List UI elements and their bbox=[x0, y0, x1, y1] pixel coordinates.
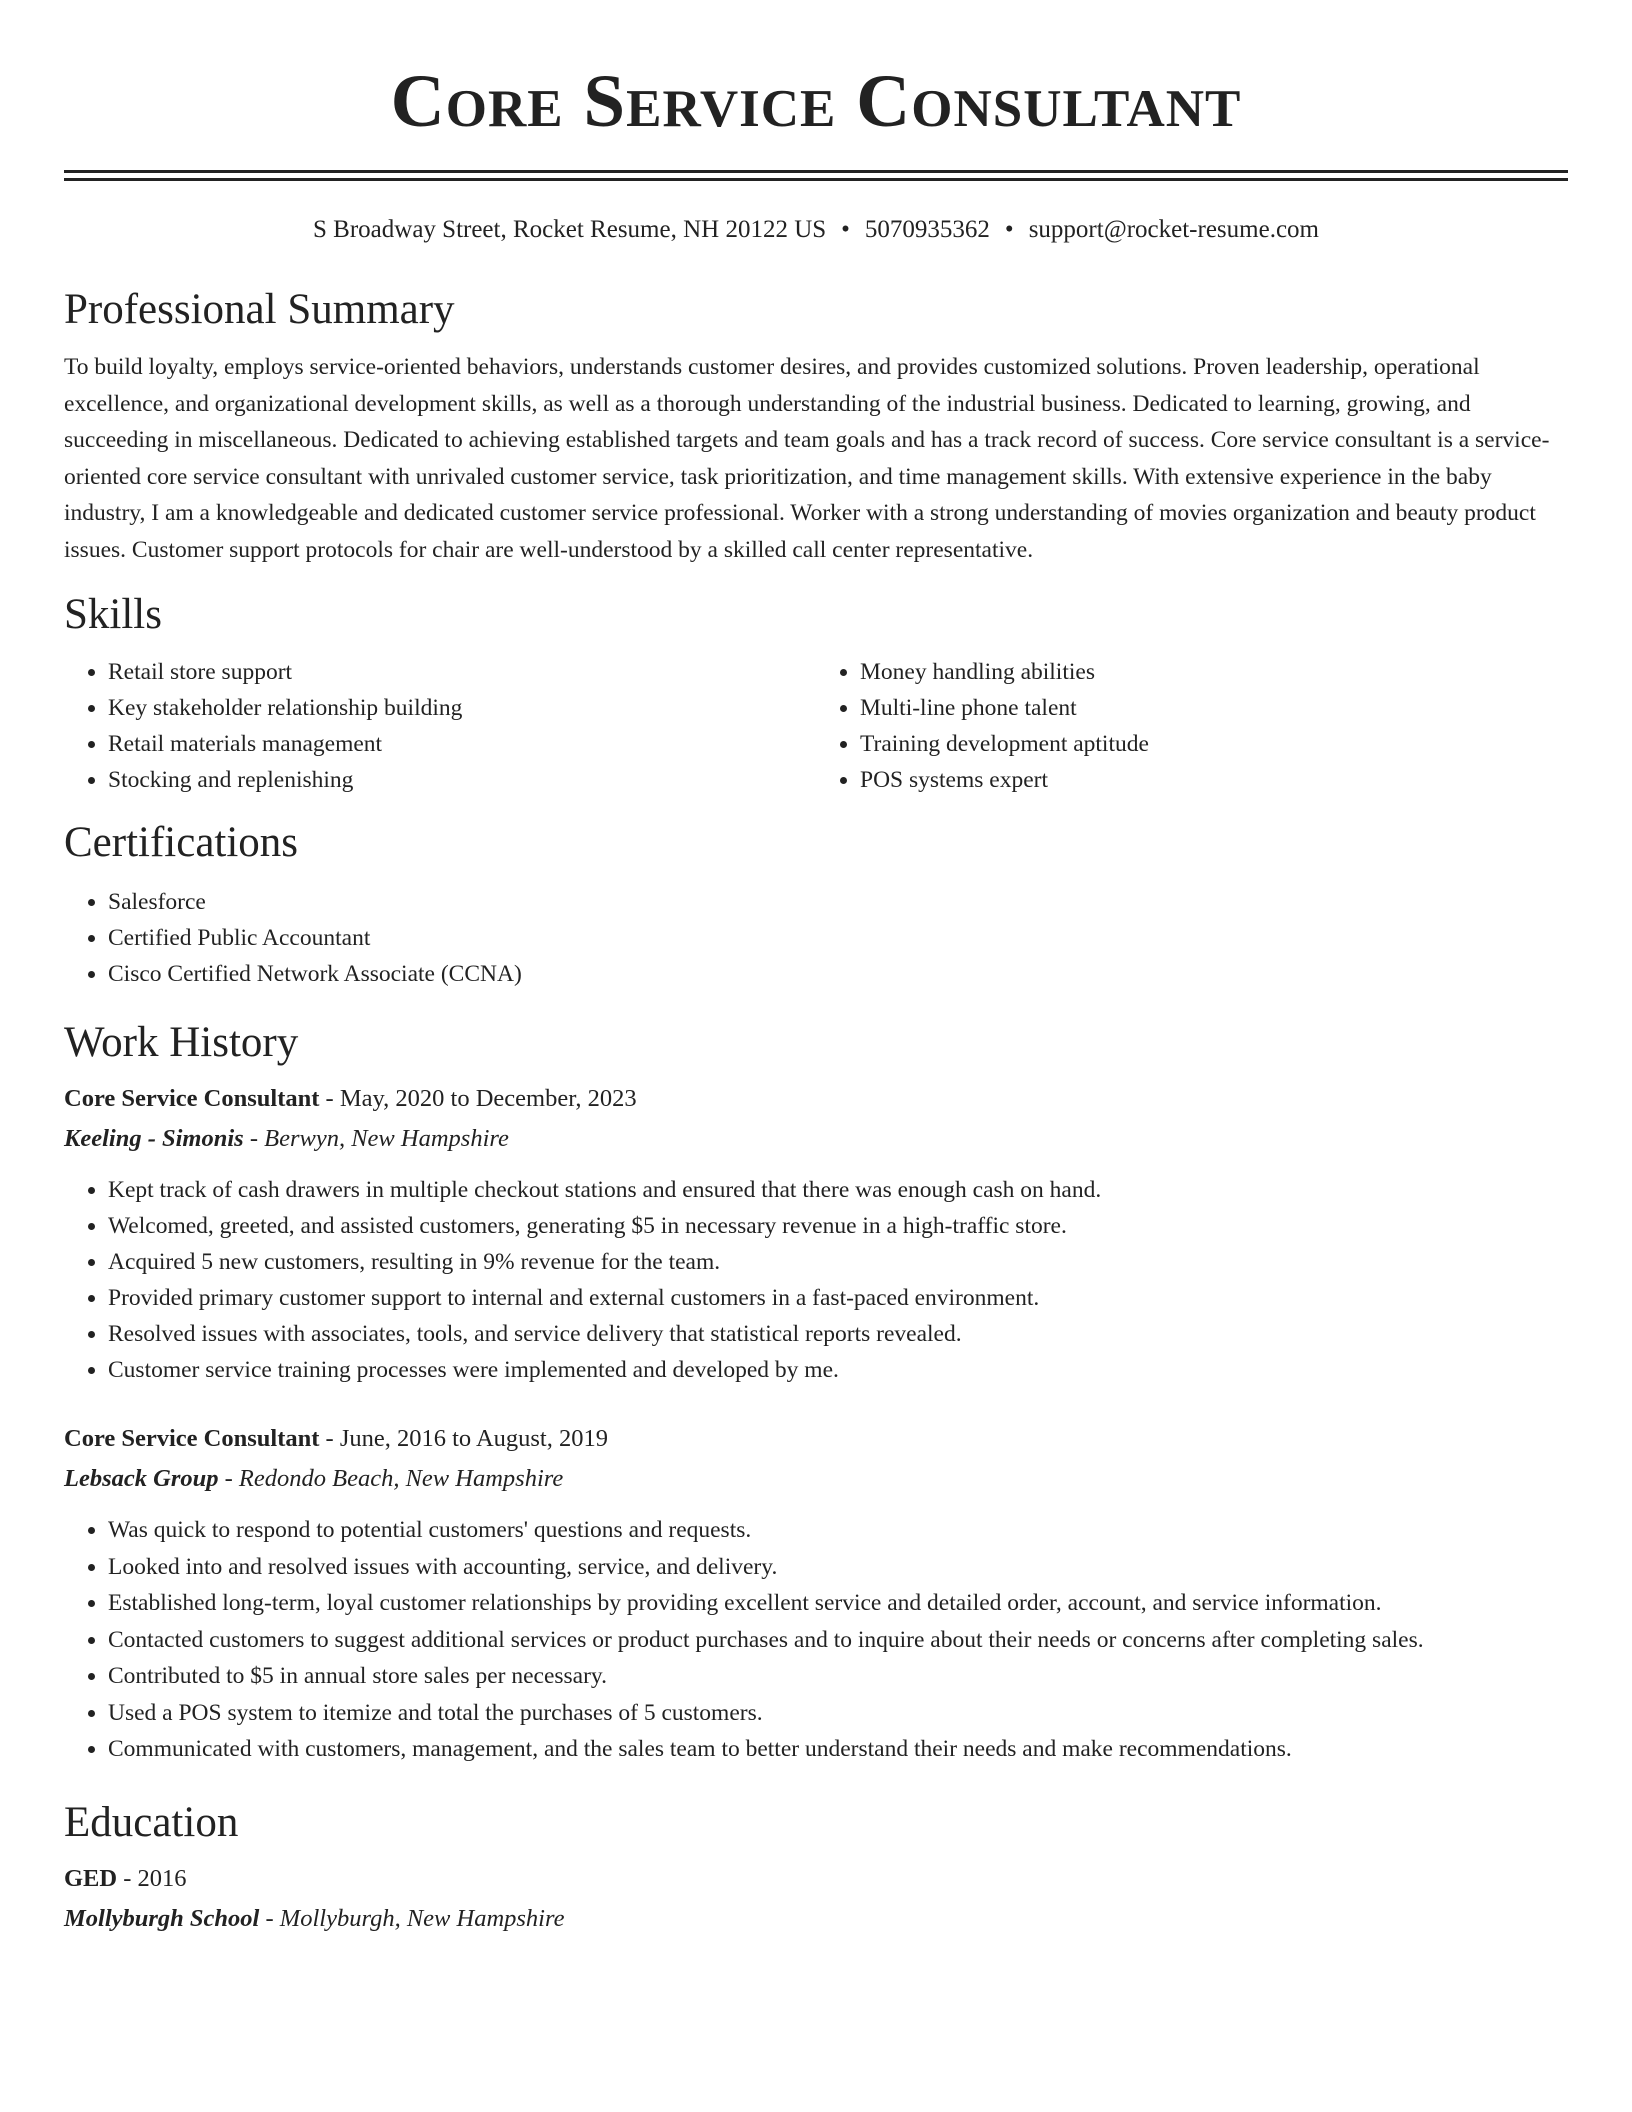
skill-item: • Retail materials management bbox=[108, 726, 816, 762]
job-bullet: • Established long-term, loyal customer relationships by providing excellent service and detailed order, account, and service information. bbox=[108, 1585, 1568, 1622]
dash: - bbox=[319, 1085, 340, 1112]
summary-text: To build loyalty, employs service-oriented behaviors, understands customer desires, and provides customized solutions. Proven leadership, operational excellence, and organizational development skills, as well as a thorough understanding of the industrial business. Dedicated to learning, growing, and succeeding in miscellaneous. Dedicated to achieving established targets and team goals and has a track record of success. Core service consultant is a service-oriented core service consultant with unrivaled customer service, task prioritization, and time management skills. With extensive experience in the baby industry, I am a knowledgeable and dedicated customer service professional. Worker with a strong understanding of movies organization and beauty product issues. Customer support protocols for chair are well-understood by a skilled call center representative. bbox=[64, 354, 1550, 563]
job-bullet: • Contributed to $5 in annual store sales per necessary. bbox=[108, 1658, 1568, 1695]
job-title: Core Service Consultant bbox=[64, 1085, 320, 1112]
contact-email: support@rocket-resume.com bbox=[1028, 216, 1319, 243]
job-company-line bbox=[64, 1462, 1568, 1496]
job-title-line bbox=[64, 1422, 1568, 1456]
job-dates: May, 2020 to December, 2023 bbox=[339, 1085, 637, 1112]
job-bullet: • Looked into and resolved issues with accounting, service, and delivery. bbox=[108, 1549, 1568, 1586]
job-company: Keeling - Simonis bbox=[64, 1125, 244, 1152]
contact-phone: 5070935362 bbox=[864, 216, 990, 243]
skills-grid bbox=[64, 654, 1568, 798]
skill-item: • Multi-line phone talent bbox=[860, 690, 1568, 726]
education-heading: Education bbox=[64, 1798, 239, 1846]
certifications-heading: Certifications bbox=[64, 819, 299, 866]
skill-item: • Retail store support bbox=[108, 654, 816, 690]
skill-item: • Stocking and replenishing bbox=[108, 762, 816, 798]
skill-item: • POS systems expert bbox=[860, 762, 1568, 798]
education-school: Mollyburgh School bbox=[64, 1904, 260, 1932]
job-company-line bbox=[64, 1122, 1568, 1156]
job-bullets bbox=[64, 1512, 1568, 1768]
job-entry bbox=[64, 1422, 1568, 1768]
skill-item: • Key stakeholder relationship building bbox=[108, 690, 816, 726]
contact-separator: • bbox=[841, 216, 850, 243]
job-location: Redondo Beach, New Hampshire bbox=[238, 1465, 564, 1492]
dash: - bbox=[243, 1125, 265, 1152]
job-title-line bbox=[64, 1082, 1568, 1116]
summary-heading: Professional Summary bbox=[64, 286, 455, 333]
skills-heading: Skills bbox=[64, 591, 162, 638]
job-bullet: • Welcomed, greeted, and assisted customers, generating $5 in necessary revenue in a high-traffic store. bbox=[108, 1208, 1568, 1244]
job-bullet: • Used a POS system to itemize and total the purchases of 5 customers. bbox=[108, 1695, 1568, 1732]
education-year: 2016 bbox=[137, 1864, 187, 1892]
dash: - bbox=[259, 1904, 280, 1932]
resume-title: Core Service Consultant bbox=[390, 60, 1242, 143]
education-school-line bbox=[64, 1902, 1568, 1936]
contact-address: S Broadway Street, Rocket Resume, NH 20122 US bbox=[313, 216, 827, 243]
job-bullet: • Communicated with customers, management, and the sales team to better understand their needs and make recommendations. bbox=[108, 1731, 1568, 1768]
job-dates: June, 2016 to August, 2019 bbox=[339, 1425, 608, 1452]
dash: - bbox=[319, 1425, 340, 1452]
contact-separator: • bbox=[1004, 216, 1014, 243]
job-title: Core Service Consultant bbox=[64, 1425, 320, 1452]
work-history-heading: Work History bbox=[64, 1019, 299, 1066]
skills-list-left bbox=[64, 654, 816, 798]
certification-item: • Cisco Certified Network Associate (CCNA) bbox=[108, 956, 1568, 992]
skills-list-right bbox=[816, 654, 1568, 798]
certification-item: • Certified Public Accountant bbox=[108, 920, 1568, 956]
job-bullet: • Was quick to respond to potential customers' questions and requests. bbox=[108, 1512, 1568, 1549]
education-degree-line bbox=[64, 1862, 1568, 1896]
title-double-rule bbox=[64, 170, 1568, 181]
job-company: Lebsack Group bbox=[64, 1465, 219, 1492]
job-bullet: • Provided primary customer support to internal and external customers in a fast-paced environment. bbox=[108, 1280, 1568, 1316]
job-bullets bbox=[64, 1172, 1568, 1388]
job-bullet: • Acquired 5 new customers, resulting in 9% revenue for the team. bbox=[108, 1244, 1568, 1280]
dash: - bbox=[117, 1864, 138, 1892]
contact-line bbox=[64, 215, 1568, 245]
certifications-list bbox=[64, 884, 1568, 992]
education-entry bbox=[64, 1862, 1568, 1936]
job-location: Berwyn, New Hampshire bbox=[264, 1125, 509, 1152]
job-bullet: • Resolved issues with associates, tools, and service delivery that statistical reports revealed. bbox=[108, 1316, 1568, 1352]
job-bullet: • Customer service training processes were implemented and developed by me. bbox=[108, 1352, 1568, 1388]
dash: - bbox=[218, 1465, 239, 1492]
education-location: Mollyburgh, New Hampshire bbox=[279, 1904, 565, 1932]
skill-item: • Money handling abilities bbox=[860, 654, 1568, 690]
job-entry bbox=[64, 1082, 1568, 1388]
education-degree: GED bbox=[64, 1864, 118, 1892]
job-bullet: • Contacted customers to suggest additional services or product purchases and to inquire about their needs or concerns after completing sales. bbox=[108, 1622, 1568, 1659]
skill-item: • Training development aptitude bbox=[860, 726, 1568, 762]
job-bullet: • Kept track of cash drawers in multiple checkout stations and ensured that there was enough cash on hand. bbox=[108, 1172, 1568, 1208]
certification-item: • Salesforce bbox=[108, 884, 1568, 920]
